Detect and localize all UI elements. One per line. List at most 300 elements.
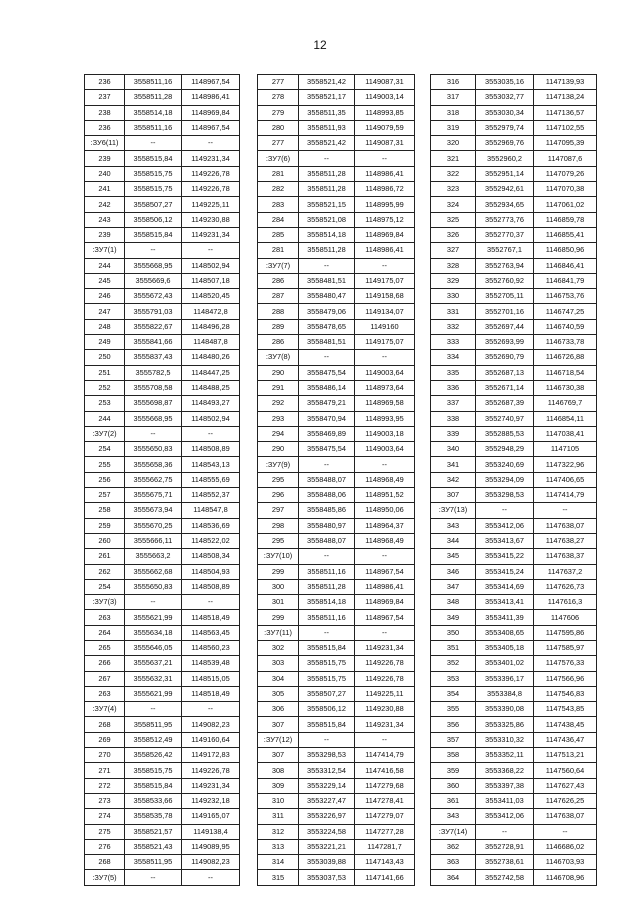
y-coordinate-cell: 1148986,41: [355, 243, 415, 258]
table-row: [258, 870, 415, 885]
y-coordinate-cell: 1149231,34: [182, 778, 240, 793]
y-coordinate-cell: 1147627,43: [534, 778, 597, 793]
x-coordinate-cell: 3553396,17: [476, 671, 534, 686]
table-row: [85, 243, 240, 258]
point-number-cell: :ЗУ7(4): [85, 702, 125, 717]
table-row: [431, 396, 597, 411]
point-number-cell: 348: [431, 595, 476, 610]
point-number-cell: 260: [85, 533, 125, 548]
point-number-cell: 357: [431, 732, 476, 747]
x-coordinate-cell: 3555668,95: [125, 258, 182, 273]
table-row: [85, 289, 240, 304]
x-coordinate-cell: --: [299, 457, 355, 472]
x-coordinate-cell: 3553413,41: [476, 595, 534, 610]
x-coordinate-cell: 3552951,14: [476, 166, 534, 181]
x-coordinate-cell: 3558507,27: [125, 197, 182, 212]
point-number-cell: 270: [85, 748, 125, 763]
table-row: [431, 197, 597, 212]
point-number-cell: 344: [431, 533, 476, 548]
y-coordinate-cell: 1147322,96: [534, 457, 597, 472]
y-coordinate-cell: 1149230,88: [355, 702, 415, 717]
x-coordinate-cell: 3552697,44: [476, 319, 534, 334]
table-row: [258, 335, 415, 350]
x-coordinate-cell: 3553414,69: [476, 579, 534, 594]
table-row: [258, 136, 415, 151]
x-coordinate-cell: 3552969,76: [476, 136, 534, 151]
y-coordinate-cell: 1147278,41: [355, 793, 415, 808]
x-coordinate-cell: --: [125, 702, 182, 717]
point-number-cell: 323: [431, 182, 476, 197]
y-coordinate-cell: 1148986,72: [355, 182, 415, 197]
y-coordinate-cell: 1146850,96: [534, 243, 597, 258]
y-coordinate-cell: --: [355, 350, 415, 365]
x-coordinate-cell: 3553415,24: [476, 564, 534, 579]
x-coordinate-cell: 3558480,97: [299, 518, 355, 533]
x-coordinate-cell: 3558488,07: [299, 533, 355, 548]
point-number-cell: :ЗУ7(1): [85, 243, 125, 258]
x-coordinate-cell: 3553412,06: [476, 518, 534, 533]
x-coordinate-cell: 3555841,66: [125, 335, 182, 350]
point-number-cell: 360: [431, 778, 476, 793]
y-coordinate-cell: 1147279,07: [355, 809, 415, 824]
table-row: [85, 136, 240, 151]
point-number-cell: 267: [85, 671, 125, 686]
y-coordinate-cell: 1148969,58: [355, 396, 415, 411]
table-row: [258, 640, 415, 655]
point-number-cell: 312: [258, 824, 299, 839]
table-row: [431, 319, 597, 334]
table-row: [431, 748, 597, 763]
y-coordinate-cell: 1146854,11: [534, 411, 597, 426]
point-number-cell: 341: [431, 457, 476, 472]
y-coordinate-cell: 1149003,14: [355, 90, 415, 105]
point-number-cell: 253: [85, 396, 125, 411]
table-row: [258, 289, 415, 304]
x-coordinate-cell: 3558511,93: [299, 120, 355, 135]
y-coordinate-cell: 1146747,25: [534, 304, 597, 319]
point-number-cell: 307: [258, 748, 299, 763]
x-coordinate-cell: 3558535,78: [125, 809, 182, 824]
x-coordinate-cell: 3558521,42: [299, 136, 355, 151]
x-coordinate-cell: 3555650,83: [125, 442, 182, 457]
x-coordinate-cell: --: [299, 732, 355, 747]
y-coordinate-cell: 1147406,65: [534, 472, 597, 487]
table-row: [85, 411, 240, 426]
y-coordinate-cell: 1149087,31: [355, 75, 415, 90]
x-coordinate-cell: 3552934,65: [476, 197, 534, 212]
table-row: [431, 243, 597, 258]
table-row: [431, 227, 597, 242]
y-coordinate-cell: 1148967,54: [355, 564, 415, 579]
x-coordinate-cell: 3553397,38: [476, 778, 534, 793]
table-row: [258, 350, 415, 365]
point-number-cell: 342: [431, 472, 476, 487]
point-number-cell: 340: [431, 442, 476, 457]
point-number-cell: 319: [431, 120, 476, 135]
y-coordinate-cell: 1148472,8: [182, 304, 240, 319]
y-coordinate-cell: 1148539,48: [182, 656, 240, 671]
y-coordinate-cell: 1147414,79: [355, 748, 415, 763]
x-coordinate-cell: 3553390,08: [476, 702, 534, 717]
point-number-cell: 300: [258, 579, 299, 594]
point-number-cell: 258: [85, 503, 125, 518]
point-number-cell: 309: [258, 778, 299, 793]
y-coordinate-cell: 1146703,93: [534, 855, 597, 870]
point-number-cell: 358: [431, 748, 476, 763]
x-coordinate-cell: 3558478,65: [299, 319, 355, 334]
x-coordinate-cell: 3558514,18: [125, 105, 182, 120]
table-row: [258, 656, 415, 671]
table-row: [85, 778, 240, 793]
y-coordinate-cell: --: [355, 625, 415, 640]
point-number-cell: 239: [85, 227, 125, 242]
table-row: [431, 136, 597, 151]
x-coordinate-cell: --: [125, 136, 182, 151]
x-coordinate-cell: 3553294,09: [476, 472, 534, 487]
y-coordinate-cell: 1149003,64: [355, 365, 415, 380]
point-number-cell: 306: [258, 702, 299, 717]
y-coordinate-cell: 1147543,85: [534, 702, 597, 717]
table-row: [85, 625, 240, 640]
y-coordinate-cell: 1149231,34: [355, 717, 415, 732]
point-number-cell: 243: [85, 212, 125, 227]
table-row: [431, 75, 597, 90]
point-number-cell: :ЗУ7(10): [258, 549, 299, 564]
point-number-cell: 363: [431, 855, 476, 870]
x-coordinate-cell: 3558511,16: [125, 75, 182, 90]
point-number-cell: 290: [258, 365, 299, 380]
point-number-cell: 303: [258, 656, 299, 671]
point-number-cell: 327: [431, 243, 476, 258]
x-coordinate-cell: 3553312,54: [299, 763, 355, 778]
table-row: [431, 839, 597, 854]
point-number-cell: 329: [431, 273, 476, 288]
point-number-cell: 330: [431, 289, 476, 304]
table-row: [85, 533, 240, 548]
coordinates-table-left: [84, 74, 240, 886]
y-coordinate-cell: 1148522,02: [182, 533, 240, 548]
y-coordinate-cell: 1149225,11: [355, 686, 415, 701]
table-row: [85, 350, 240, 365]
y-coordinate-cell: 1148493,27: [182, 396, 240, 411]
table-row: [258, 533, 415, 548]
point-number-cell: 320: [431, 136, 476, 151]
point-number-cell: 284: [258, 212, 299, 227]
table-row: [258, 105, 415, 120]
x-coordinate-cell: 3558515,75: [125, 166, 182, 181]
y-coordinate-cell: 1149082,23: [182, 717, 240, 732]
table-row: [85, 686, 240, 701]
point-number-cell: 245: [85, 273, 125, 288]
y-coordinate-cell: 1147138,24: [534, 90, 597, 105]
y-coordinate-cell: 1149226,78: [182, 166, 240, 181]
table-row: [85, 304, 240, 319]
x-coordinate-cell: --: [299, 549, 355, 564]
y-coordinate-cell: 1148967,54: [355, 610, 415, 625]
table-row: [258, 732, 415, 747]
point-number-cell: 356: [431, 717, 476, 732]
x-coordinate-cell: 3555621,99: [125, 610, 182, 625]
x-coordinate-cell: 3558521,42: [299, 75, 355, 90]
table-row: [258, 442, 415, 457]
y-coordinate-cell: 1148950,06: [355, 503, 415, 518]
y-coordinate-cell: 1147102,55: [534, 120, 597, 135]
point-number-cell: 246: [85, 289, 125, 304]
point-number-cell: 307: [258, 717, 299, 732]
table-row: [258, 671, 415, 686]
y-coordinate-cell: 1146726,88: [534, 350, 597, 365]
x-coordinate-cell: 3558521,57: [125, 824, 182, 839]
y-coordinate-cell: 1147566,96: [534, 671, 597, 686]
point-number-cell: 295: [258, 472, 299, 487]
table-row: [258, 549, 415, 564]
x-coordinate-cell: 3553240,69: [476, 457, 534, 472]
point-number-cell: 318: [431, 105, 476, 120]
x-coordinate-cell: 3558515,84: [299, 717, 355, 732]
x-coordinate-cell: 3555837,43: [125, 350, 182, 365]
x-coordinate-cell: 3553325,86: [476, 717, 534, 732]
x-coordinate-cell: 3552760,92: [476, 273, 534, 288]
y-coordinate-cell: 1147277,28: [355, 824, 415, 839]
y-coordinate-cell: 1146733,78: [534, 335, 597, 350]
table-row: [258, 625, 415, 640]
x-coordinate-cell: 3553030,34: [476, 105, 534, 120]
y-coordinate-cell: 1148986,41: [355, 166, 415, 181]
x-coordinate-cell: 3553298,53: [299, 748, 355, 763]
point-number-cell: 335: [431, 365, 476, 380]
x-coordinate-cell: 3555708,58: [125, 380, 182, 395]
table-row: [258, 855, 415, 870]
y-coordinate-cell: 1148986,41: [355, 579, 415, 594]
table-row: [431, 380, 597, 395]
table-row: [85, 120, 240, 135]
x-coordinate-cell: 3552740,97: [476, 411, 534, 426]
y-coordinate-cell: 1148563,45: [182, 625, 240, 640]
x-coordinate-cell: 3555632,31: [125, 671, 182, 686]
point-number-cell: 257: [85, 488, 125, 503]
table-row: [431, 809, 597, 824]
table-row: [85, 227, 240, 242]
y-coordinate-cell: 1148447,25: [182, 365, 240, 380]
x-coordinate-cell: 3558515,84: [125, 151, 182, 166]
x-coordinate-cell: --: [125, 870, 182, 885]
x-coordinate-cell: 3558485,86: [299, 503, 355, 518]
y-coordinate-cell: 1149158,68: [355, 289, 415, 304]
table-row: [258, 75, 415, 90]
x-coordinate-cell: 3558515,84: [125, 227, 182, 242]
y-coordinate-cell: --: [355, 549, 415, 564]
table-row: [431, 824, 597, 839]
x-coordinate-cell: 3558511,28: [125, 90, 182, 105]
table-row: [258, 273, 415, 288]
table-row: [431, 350, 597, 365]
x-coordinate-cell: 3555672,43: [125, 289, 182, 304]
point-number-cell: 264: [85, 625, 125, 640]
table-row: [258, 319, 415, 334]
y-coordinate-cell: 1148969,84: [355, 595, 415, 610]
point-number-cell: 287: [258, 289, 299, 304]
y-coordinate-cell: 1149160,64: [182, 732, 240, 747]
y-coordinate-cell: 1147638,37: [534, 549, 597, 564]
y-coordinate-cell: 1148973,64: [355, 380, 415, 395]
table-row: [85, 870, 240, 885]
table-row: [258, 793, 415, 808]
table-row: [431, 273, 597, 288]
x-coordinate-cell: --: [125, 243, 182, 258]
y-coordinate-cell: 1147281,7: [355, 839, 415, 854]
table-row: [85, 472, 240, 487]
x-coordinate-cell: 3555673,94: [125, 503, 182, 518]
x-coordinate-cell: 3558486,14: [299, 380, 355, 395]
y-coordinate-cell: 1148515,05: [182, 671, 240, 686]
table-row: [85, 166, 240, 181]
x-coordinate-cell: 3558511,16: [299, 564, 355, 579]
table-row: [431, 702, 597, 717]
point-number-cell: 244: [85, 411, 125, 426]
y-coordinate-cell: 1148968,49: [355, 533, 415, 548]
y-coordinate-cell: 1149134,07: [355, 304, 415, 319]
point-number-cell: 364: [431, 870, 476, 885]
y-coordinate-cell: 1146686,02: [534, 839, 597, 854]
table-row: [85, 518, 240, 533]
x-coordinate-cell: 3553221,21: [299, 839, 355, 854]
coordinates-table-middle: [257, 74, 415, 886]
coordinates-table-right: [430, 74, 597, 886]
table-row: [431, 90, 597, 105]
y-coordinate-cell: 1148975,12: [355, 212, 415, 227]
point-number-cell: 276: [85, 839, 125, 854]
point-number-cell: 307: [431, 488, 476, 503]
point-number-cell: 255: [85, 457, 125, 472]
y-coordinate-cell: 1148555,69: [182, 472, 240, 487]
y-coordinate-cell: --: [182, 702, 240, 717]
x-coordinate-cell: 3558488,06: [299, 488, 355, 503]
x-coordinate-cell: 3552763,94: [476, 258, 534, 273]
x-coordinate-cell: 3553227,47: [299, 793, 355, 808]
point-number-cell: 338: [431, 411, 476, 426]
table-row: [431, 610, 597, 625]
table-row: [85, 90, 240, 105]
y-coordinate-cell: 1146753,76: [534, 289, 597, 304]
table-row: [85, 197, 240, 212]
x-coordinate-cell: 3558469,89: [299, 426, 355, 441]
y-coordinate-cell: 1148547,8: [182, 503, 240, 518]
point-number-cell: 354: [431, 686, 476, 701]
x-coordinate-cell: 3553039,88: [299, 855, 355, 870]
y-coordinate-cell: 1149231,34: [355, 640, 415, 655]
table-row: [258, 518, 415, 533]
x-coordinate-cell: 3553368,22: [476, 763, 534, 778]
table-row: [431, 304, 597, 319]
y-coordinate-cell: 1148967,54: [182, 75, 240, 90]
table-row: [431, 151, 597, 166]
x-coordinate-cell: 3553352,11: [476, 748, 534, 763]
y-coordinate-cell: 1147141,66: [355, 870, 415, 885]
table-row: [431, 564, 597, 579]
point-number-cell: 343: [431, 518, 476, 533]
table-row: [258, 197, 415, 212]
point-number-cell: 274: [85, 809, 125, 824]
x-coordinate-cell: 3558475,54: [299, 442, 355, 457]
y-coordinate-cell: 1146841,79: [534, 273, 597, 288]
table-row: [258, 426, 415, 441]
x-coordinate-cell: 3558511,35: [299, 105, 355, 120]
table-row: [85, 75, 240, 90]
y-coordinate-cell: 1149082,23: [182, 855, 240, 870]
table-row: [431, 549, 597, 564]
point-number-cell: :ЗУ7(6): [258, 151, 299, 166]
table-row: [85, 671, 240, 686]
x-coordinate-cell: 3553298,53: [476, 488, 534, 503]
y-coordinate-cell: 1147079,26: [534, 166, 597, 181]
point-number-cell: 339: [431, 426, 476, 441]
page-number: 12: [313, 38, 327, 52]
table-row: [85, 212, 240, 227]
y-coordinate-cell: 1149226,78: [182, 182, 240, 197]
y-coordinate-cell: 1146769,7: [534, 396, 597, 411]
x-coordinate-cell: 3558526,42: [125, 748, 182, 763]
point-number-cell: 313: [258, 839, 299, 854]
x-coordinate-cell: 3552728,91: [476, 839, 534, 854]
x-coordinate-cell: 3558515,75: [125, 182, 182, 197]
table-row: [431, 411, 597, 426]
table-row: [85, 273, 240, 288]
y-coordinate-cell: 1148508,89: [182, 442, 240, 457]
x-coordinate-cell: 3552773,76: [476, 212, 534, 227]
x-coordinate-cell: 3552767,1: [476, 243, 534, 258]
table-row: [258, 824, 415, 839]
table-row: [85, 319, 240, 334]
x-coordinate-cell: 3558511,95: [125, 855, 182, 870]
table-row: [85, 151, 240, 166]
point-number-cell: 265: [85, 640, 125, 655]
point-number-cell: 266: [85, 656, 125, 671]
x-coordinate-cell: 3555650,83: [125, 579, 182, 594]
table-row: [258, 717, 415, 732]
y-coordinate-cell: 1148502,94: [182, 411, 240, 426]
point-number-cell: :ЗУ7(12): [258, 732, 299, 747]
x-coordinate-cell: 3553035,16: [476, 75, 534, 90]
point-number-cell: 305: [258, 686, 299, 701]
point-number-cell: 347: [431, 579, 476, 594]
y-coordinate-cell: 1147139,93: [534, 75, 597, 90]
point-number-cell: 244: [85, 258, 125, 273]
table-row: [85, 855, 240, 870]
table-row: [85, 396, 240, 411]
point-number-cell: 315: [258, 870, 299, 885]
x-coordinate-cell: 3555782,5: [125, 365, 182, 380]
y-coordinate-cell: 1149003,18: [355, 426, 415, 441]
x-coordinate-cell: 3553415,22: [476, 549, 534, 564]
x-coordinate-cell: 3558511,16: [125, 120, 182, 135]
point-number-cell: 280: [258, 120, 299, 135]
point-number-cell: 331: [431, 304, 476, 319]
table-row: [431, 595, 597, 610]
x-coordinate-cell: 3552948,29: [476, 442, 534, 457]
y-coordinate-cell: 1148993,85: [355, 105, 415, 120]
y-coordinate-cell: 1149231,34: [182, 151, 240, 166]
point-number-cell: 293: [258, 411, 299, 426]
y-coordinate-cell: 1149230,88: [182, 212, 240, 227]
table-row: [431, 105, 597, 120]
y-coordinate-cell: 1147576,33: [534, 656, 597, 671]
table-row: [85, 335, 240, 350]
x-coordinate-cell: 3552687,13: [476, 365, 534, 380]
point-number-cell: 277: [258, 75, 299, 90]
y-coordinate-cell: 1149165,07: [182, 809, 240, 824]
point-number-cell: 254: [85, 442, 125, 457]
point-number-cell: 271: [85, 763, 125, 778]
